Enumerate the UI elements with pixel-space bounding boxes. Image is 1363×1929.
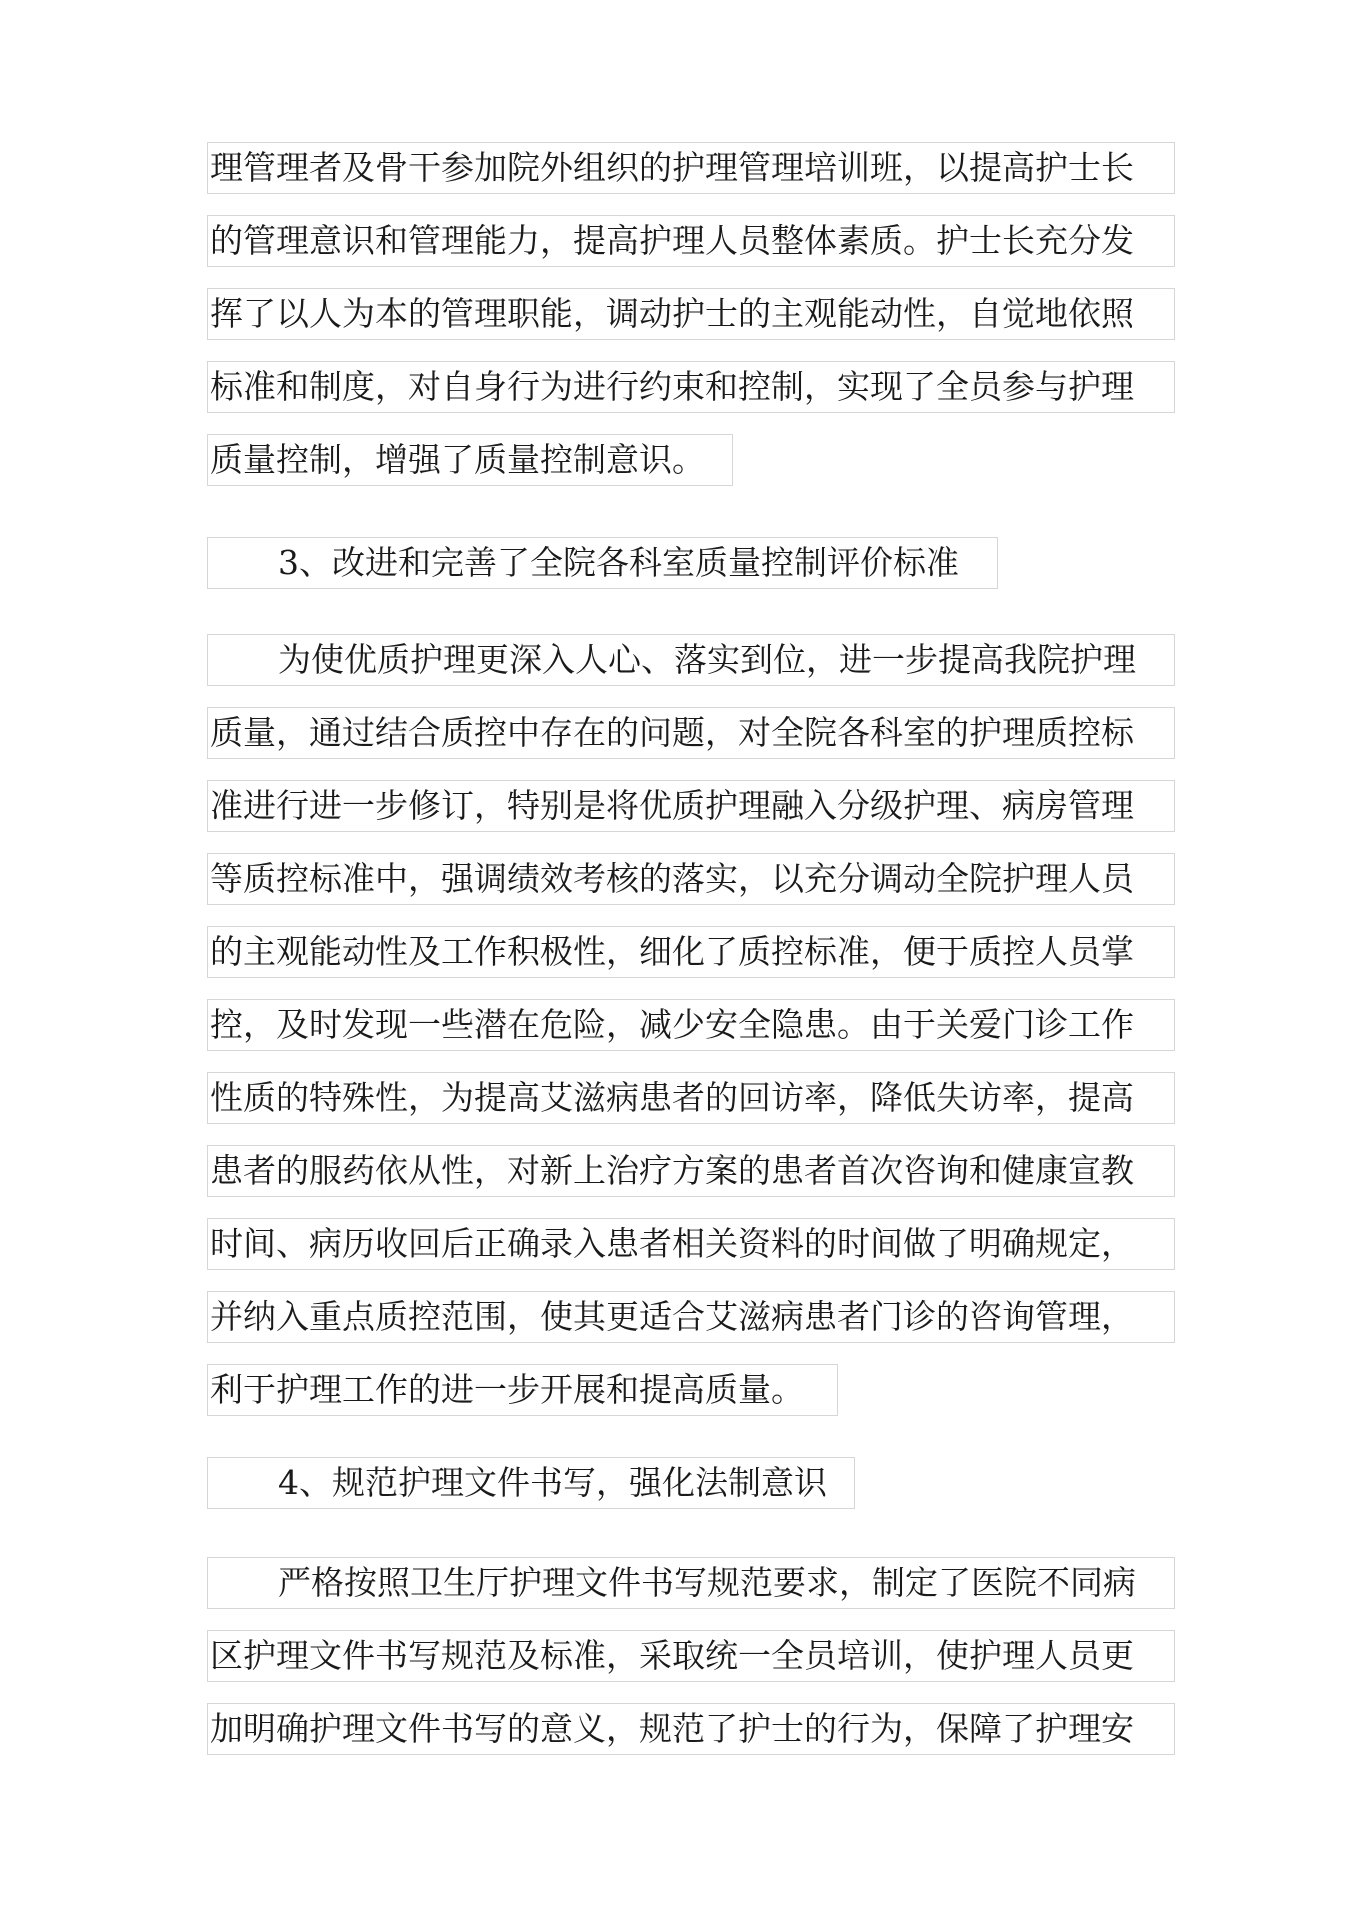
text-line: 利于护理工作的进一步开展和提高质量。 [207, 1364, 838, 1416]
text-line: 患者的服药依从性，对新上治疗方案的患者首次咨询和健康宣教 [207, 1145, 1175, 1197]
text-line: 等质控标准中，强调绩效考核的落实，以充分调动全院护理人员 [207, 853, 1175, 905]
text-line: 理管理者及骨干参加院外组织的护理管理培训班，以提高护士长 [207, 142, 1175, 194]
text-line: 标准和制度，对自身行为进行约束和控制，实现了全员参与护理 [207, 361, 1175, 413]
text-line: 加明确护理文件书写的意义，规范了护士的行为，保障了护理安 [207, 1703, 1175, 1755]
text-line: 的主观能动性及工作积极性，细化了质控标准，便于质控人员掌 [207, 926, 1175, 978]
text-line: 区护理文件书写规范及标准，采取统一全员培训，使护理人员更 [207, 1630, 1175, 1682]
text-line: 性质的特殊性，为提高艾滋病患者的回访率，降低失访率，提高 [207, 1072, 1175, 1124]
text-line: 并纳入重点质控范围，使其更适合艾滋病患者门诊的咨询管理， [207, 1291, 1175, 1343]
text-line: 质量，通过结合质控中存在的问题，对全院各科室的护理质控标 [207, 707, 1175, 759]
text-line: 挥了以人为本的管理职能，调动护士的主观能动性，自觉地依照 [207, 288, 1175, 340]
text-line: 的管理意识和管理能力，提高护理人员整体素质。护士长充分发 [207, 215, 1175, 267]
section-heading: 3、改进和完善了全院各科室质量控制评价标准 [207, 537, 998, 589]
text-line: 质量控制，增强了质量控制意识。 [207, 434, 733, 486]
text-line: 时间、病历收回后正确录入患者相关资料的时间做了明确规定， [207, 1218, 1175, 1270]
section-heading: 4、规范护理文件书写，强化法制意识 [207, 1457, 855, 1509]
text-line: 严格按照卫生厅护理文件书写规范要求，制定了医院不同病 [207, 1557, 1175, 1609]
text-line: 控，及时发现一些潜在危险，减少安全隐患。由于关爱门诊工作 [207, 999, 1175, 1051]
text-line: 准进行进一步修订，特别是将优质护理融入分级护理、病房管理 [207, 780, 1175, 832]
text-line: 为使优质护理更深入人心、落实到位，进一步提高我院护理 [207, 634, 1175, 686]
